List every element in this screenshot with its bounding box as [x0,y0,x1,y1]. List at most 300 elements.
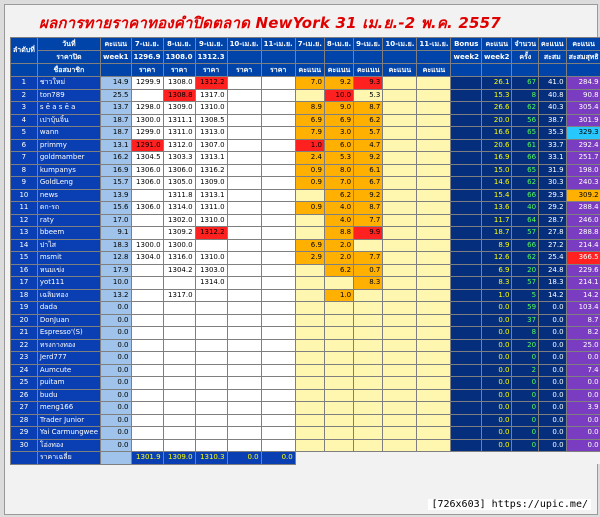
week2-score: 8.3 [481,277,512,290]
bonus-cell [451,177,482,190]
score-cell [383,427,417,440]
member-name: ดก-รถ [37,202,100,215]
price-guess-cell: 1299.9 [131,77,163,90]
score-cell [417,214,451,227]
week1-score: 17.9 [101,264,132,277]
bonus-cell [451,127,482,140]
price-guess-cell [261,177,295,190]
score-cell: 6.0 [324,139,353,152]
cumulative-score: 27.2 [539,239,567,252]
cumulative-score: 0.0 [539,389,567,402]
score-label-5: คะแนน [417,64,451,77]
price-guess-cell [227,414,261,427]
cumulative-score: 0.0 [539,414,567,427]
price-guess-cell [163,414,195,427]
cumulative-score: 0.0 [539,339,567,352]
score-cell [383,352,417,365]
score-label-1: คะแนน [295,64,324,77]
score-cell [324,389,353,402]
price-guess-cell [261,77,295,90]
price-guess-cell [227,227,261,240]
member-name: Trader Junior [37,414,100,427]
score-cell [417,414,451,427]
price-label-1: ราคา [131,64,163,77]
guess-count: 66 [512,152,539,165]
price-guess-cell [261,289,295,302]
score-cell [383,164,417,177]
price-guess-cell: 1304.5 [131,152,163,165]
bonus-cell [451,214,482,227]
week1-score: 13.9 [101,189,132,202]
guess-count: 20 [512,264,539,277]
member-name: budu [37,389,100,402]
week2-score: 26.6 [481,102,512,115]
score-cell [417,377,451,390]
price-guess-cell: 1309.2 [163,227,195,240]
header-row-dates [11,38,600,51]
week2-score: 0.0 [481,377,512,390]
price-guess-cell [163,277,195,290]
guess-count: 56 [512,114,539,127]
guess-count: 65 [512,127,539,140]
price-guess-cell [131,339,163,352]
price-guess-cell: 1311.1 [163,114,195,127]
score-cell: 6.2 [324,264,353,277]
week2-score: 0.0 [481,402,512,415]
week1-score: 0.0 [101,427,132,440]
bonus-cell [451,327,482,340]
price-guess-cell [261,264,295,277]
header-row-close [11,51,600,64]
week1-score: 15.7 [101,177,132,190]
table-row [11,389,600,402]
week2-score: 14.6 [481,177,512,190]
header-total-unit: สะสม [539,51,567,64]
price-guess-cell: 1309.0 [195,177,227,190]
price-guess-cell [131,402,163,415]
row-number: 19 [11,302,38,315]
member-name: ชาวใหม่ [37,77,100,90]
price-guess-cell: 1305.0 [163,177,195,190]
bonus-cell [451,289,482,302]
net-cumulative-score: 309.2 [566,189,600,202]
table-row [11,152,600,165]
price-guess-cell [261,202,295,215]
actual-price-4 [227,51,261,64]
score-cell: 9.2 [354,152,383,165]
week2-score: 0.0 [481,364,512,377]
cumulative-score: 40.8 [539,89,567,102]
week1-score: 0.0 [101,439,132,452]
price-guess-cell [261,314,295,327]
bonus-cell [451,102,482,115]
score-cell: 4.0 [324,202,353,215]
net-cumulative-score: 240.3 [566,177,600,190]
guess-count: 57 [512,227,539,240]
score-cell [417,239,451,252]
member-name: เปาบุ้นจิ้น [37,114,100,127]
table-row [11,77,600,90]
score-cell: 1.0 [324,289,353,302]
score-cell [295,277,324,290]
week1-score: 0.0 [101,327,132,340]
guess-count: 5 [512,289,539,302]
member-name: yot111 [37,277,100,290]
price-guess-cell: 1306.0 [131,177,163,190]
table-row [11,439,600,452]
price-guess-cell [131,314,163,327]
price-guess-cell [261,389,295,402]
cumulative-score: 29.3 [539,189,567,202]
price-guess-cell [163,352,195,365]
score-cell [383,239,417,252]
header-sum-blank [566,64,600,77]
price-guess-cell [131,439,163,452]
price-guess-cell: 1313.1 [195,152,227,165]
price-guess-cell [227,114,261,127]
header-day: วันที่ [37,38,100,51]
week2-score: 0.0 [481,427,512,440]
net-cumulative-score: 292.4 [566,139,600,152]
bonus-cell [451,377,482,390]
guess-count: 0 [512,389,539,402]
week2-score: 0.0 [481,302,512,315]
row-number: 27 [11,402,38,415]
price-guess-cell [131,277,163,290]
score-cell [383,127,417,140]
net-cumulative-score: 7.4 [566,364,600,377]
score-cell: 5.7 [354,127,383,140]
price-guess-cell [261,239,295,252]
average-blank [539,452,567,465]
row-number: 10 [11,189,38,202]
price-guess-cell [195,352,227,365]
score-cell: 8.3 [354,277,383,290]
net-cumulative-score: 0.0 [566,389,600,402]
results-table [10,37,600,465]
header-date-1: 7-เม.ย. [131,38,163,51]
price-guess-cell [163,364,195,377]
week2-score: 6.9 [481,264,512,277]
price-guess-cell [227,77,261,90]
score-cell: 8.7 [354,102,383,115]
score-cell: 2.9 [295,252,324,265]
price-label-2: ราคา [163,64,195,77]
price-guess-cell: 1306.0 [131,164,163,177]
score-cell: 9.3 [354,77,383,90]
price-guess-cell [163,377,195,390]
row-number: 7 [11,152,38,165]
price-guess-cell [195,402,227,415]
header-date-2: 8-เม.ย. [163,38,195,51]
week2-score: 0.0 [481,414,512,427]
score-cell: 8.8 [324,227,353,240]
score-cell [417,127,451,140]
score-cell [383,327,417,340]
net-cumulative-score: 198.0 [566,164,600,177]
score-cell: 6.9 [295,114,324,127]
guess-count: 64 [512,214,539,227]
score-cell: 0.9 [295,164,324,177]
average-no-blank [11,452,38,465]
price-guess-cell: 1314.0 [195,277,227,290]
score-cell [354,439,383,452]
cumulative-score: 25.4 [539,252,567,265]
price-guess-cell [163,402,195,415]
net-cumulative-score: 0.0 [566,427,600,440]
price-guess-cell [131,302,163,315]
week1-score: 18.3 [101,239,132,252]
net-cumulative-score: 288.4 [566,202,600,215]
price-guess-cell: 1317.0 [163,289,195,302]
row-number: 1 [11,77,38,90]
score-cell [417,277,451,290]
net-cumulative-score: 3.9 [566,402,600,415]
score-cell [417,164,451,177]
price-guess-cell: 1310.0 [195,214,227,227]
table-row [11,302,600,315]
score-cell: 0.9 [295,202,324,215]
score-cell [324,277,353,290]
score-cell [354,327,383,340]
score-cell [417,439,451,452]
header-score-date-2: 8-เม.ย. [324,38,353,51]
price-guess-cell: 1303.0 [195,264,227,277]
score-cell [295,314,324,327]
member-name: msmit [37,252,100,265]
week2-score: 1.0 [481,289,512,302]
actual-price-5 [261,51,295,64]
week1-score: 12.8 [101,252,132,265]
week1-score: 0.0 [101,352,132,365]
bonus-cell [451,89,482,102]
score-cell [295,414,324,427]
cumulative-score: 29.2 [539,202,567,215]
score-cell: 6.9 [324,114,353,127]
price-guess-cell [261,339,295,352]
score-cell [295,214,324,227]
header-week1-blank [101,64,132,77]
average-price: 0.0 [227,452,261,465]
score-cell [295,327,324,340]
header-score-2: คะแนน [481,38,512,51]
member-name: โอ่งทอง [37,439,100,452]
score-cell [295,427,324,440]
week2-score: 0.0 [481,314,512,327]
score-cell [295,302,324,315]
table-row [11,339,600,352]
score-cell: 2.0 [324,239,353,252]
average-blank [512,452,539,465]
member-name: Yai Carmungwee [37,427,100,440]
score-cell: 0.7 [354,264,383,277]
price-guess-cell: 1312.2 [195,77,227,90]
week2-score: 0.0 [481,439,512,452]
header-week2-bonus: week2 [451,51,482,64]
guess-count: 57 [512,277,539,290]
table-row [11,239,600,252]
price-guess-cell [261,114,295,127]
score-cell [383,314,417,327]
header-sum: คะแนน [566,38,600,51]
row-number: 3 [11,102,38,115]
score-cell [295,339,324,352]
price-guess-cell: 1311.8 [163,189,195,202]
header-score-date-5: 11-เม.ย. [417,38,451,51]
net-cumulative-score: 284.9 [566,77,600,90]
table-row [11,264,600,277]
row-number: 15 [11,252,38,265]
guess-count: 0 [512,427,539,440]
bonus-cell [451,277,482,290]
table-row [11,252,600,265]
price-guess-cell [227,102,261,115]
week2-score: 18.7 [481,227,512,240]
score-cell: 8.7 [354,202,383,215]
cumulative-score: 30.3 [539,177,567,190]
score-cell [417,289,451,302]
table-row [11,214,600,227]
table-row [11,289,600,302]
price-guess-cell: 1310.0 [195,252,227,265]
member-name: s ē a s ē a [37,102,100,115]
score-cell [417,202,451,215]
price-guess-cell [195,314,227,327]
cumulative-score: 35.3 [539,127,567,140]
table-row [11,189,600,202]
member-name: Espresso'(S) [37,327,100,340]
score-cell [417,102,451,115]
cumulative-score: 0.0 [539,314,567,327]
price-guess-cell [227,239,261,252]
week1-score: 14.9 [101,77,132,90]
score-cell [295,352,324,365]
week1-score: 17.0 [101,214,132,227]
price-guess-cell [227,139,261,152]
average-blank [481,452,512,465]
price-guess-cell [131,352,163,365]
header-score-blank-1 [295,51,324,64]
header-score-date-3: 9-เม.ย. [354,38,383,51]
week2-score: 0.0 [481,352,512,365]
bonus-cell [451,389,482,402]
price-guess-cell: 1316.0 [163,252,195,265]
price-guess-cell: 1314.0 [163,202,195,215]
guess-count: 66 [512,189,539,202]
watermark: [726x603] https://upic.me/ [428,499,591,510]
price-guess-cell [163,389,195,402]
price-guess-cell [227,327,261,340]
price-guess-cell [195,339,227,352]
header-score-date-4: 10-เม.ย. [383,38,417,51]
header-date-4: 10-เม.ย. [227,38,261,51]
price-guess-cell [195,364,227,377]
net-cumulative-score: 8.7 [566,314,600,327]
header-bonus: Bonus [451,38,482,51]
score-cell [417,77,451,90]
score-cell [354,427,383,440]
price-guess-cell [227,202,261,215]
row-number: 2 [11,89,38,102]
actual-price-1: 1296.9 [131,51,163,64]
table-row [11,202,600,215]
price-guess-cell [163,314,195,327]
header-no: ลำดับที่ [11,38,38,64]
cumulative-score: 40.3 [539,102,567,115]
score-cell [417,89,451,102]
week2-score: 0.0 [481,389,512,402]
price-guess-cell [131,214,163,227]
average-blank [383,452,417,465]
row-number: 11 [11,202,38,215]
member-name: ton789 [37,89,100,102]
bonus-cell [451,202,482,215]
score-cell [383,364,417,377]
guess-count: 59 [512,302,539,315]
score-cell: 2.4 [295,152,324,165]
row-number: 9 [11,177,38,190]
header-score-blank-2 [324,51,353,64]
score-cell: 6.7 [354,177,383,190]
score-cell: 4.7 [354,139,383,152]
price-guess-cell [227,377,261,390]
score-cell [383,414,417,427]
bonus-cell [451,227,482,240]
price-guess-cell [195,377,227,390]
price-guess-cell: 1300.0 [163,239,195,252]
price-guess-cell [227,364,261,377]
price-guess-cell: 1311.0 [163,127,195,140]
results-table-body [11,38,600,465]
row-number: 12 [11,214,38,227]
price-guess-cell [227,289,261,302]
score-cell [324,414,353,427]
price-guess-cell [131,264,163,277]
price-guess-cell [227,252,261,265]
main-window [4,4,598,515]
price-guess-cell: 1308.5 [195,114,227,127]
score-label-3: คะแนน [354,64,383,77]
bonus-cell [451,164,482,177]
net-cumulative-score: 251.7 [566,152,600,165]
row-number: 25 [11,377,38,390]
price-guess-cell: 1312.2 [195,227,227,240]
score-cell: 7.7 [354,252,383,265]
week1-score: 16.2 [101,152,132,165]
price-guess-cell [195,389,227,402]
price-guess-cell [261,164,295,177]
table-row [11,364,600,377]
row-number: 20 [11,314,38,327]
week2-score: 16.6 [481,127,512,140]
table-row [11,127,600,140]
price-guess-cell [131,289,163,302]
guess-count: 40 [512,202,539,215]
member-name: news [37,189,100,202]
week2-score: 12.6 [481,252,512,265]
row-number: 29 [11,427,38,440]
cumulative-score: 28.7 [539,214,567,227]
score-cell [354,239,383,252]
row-number: 24 [11,364,38,377]
guess-count: 0 [512,377,539,390]
price-guess-cell [261,364,295,377]
week1-score: 0.0 [101,314,132,327]
average-blank [295,452,324,465]
score-cell [417,189,451,202]
price-guess-cell [227,152,261,165]
score-cell [417,227,451,240]
